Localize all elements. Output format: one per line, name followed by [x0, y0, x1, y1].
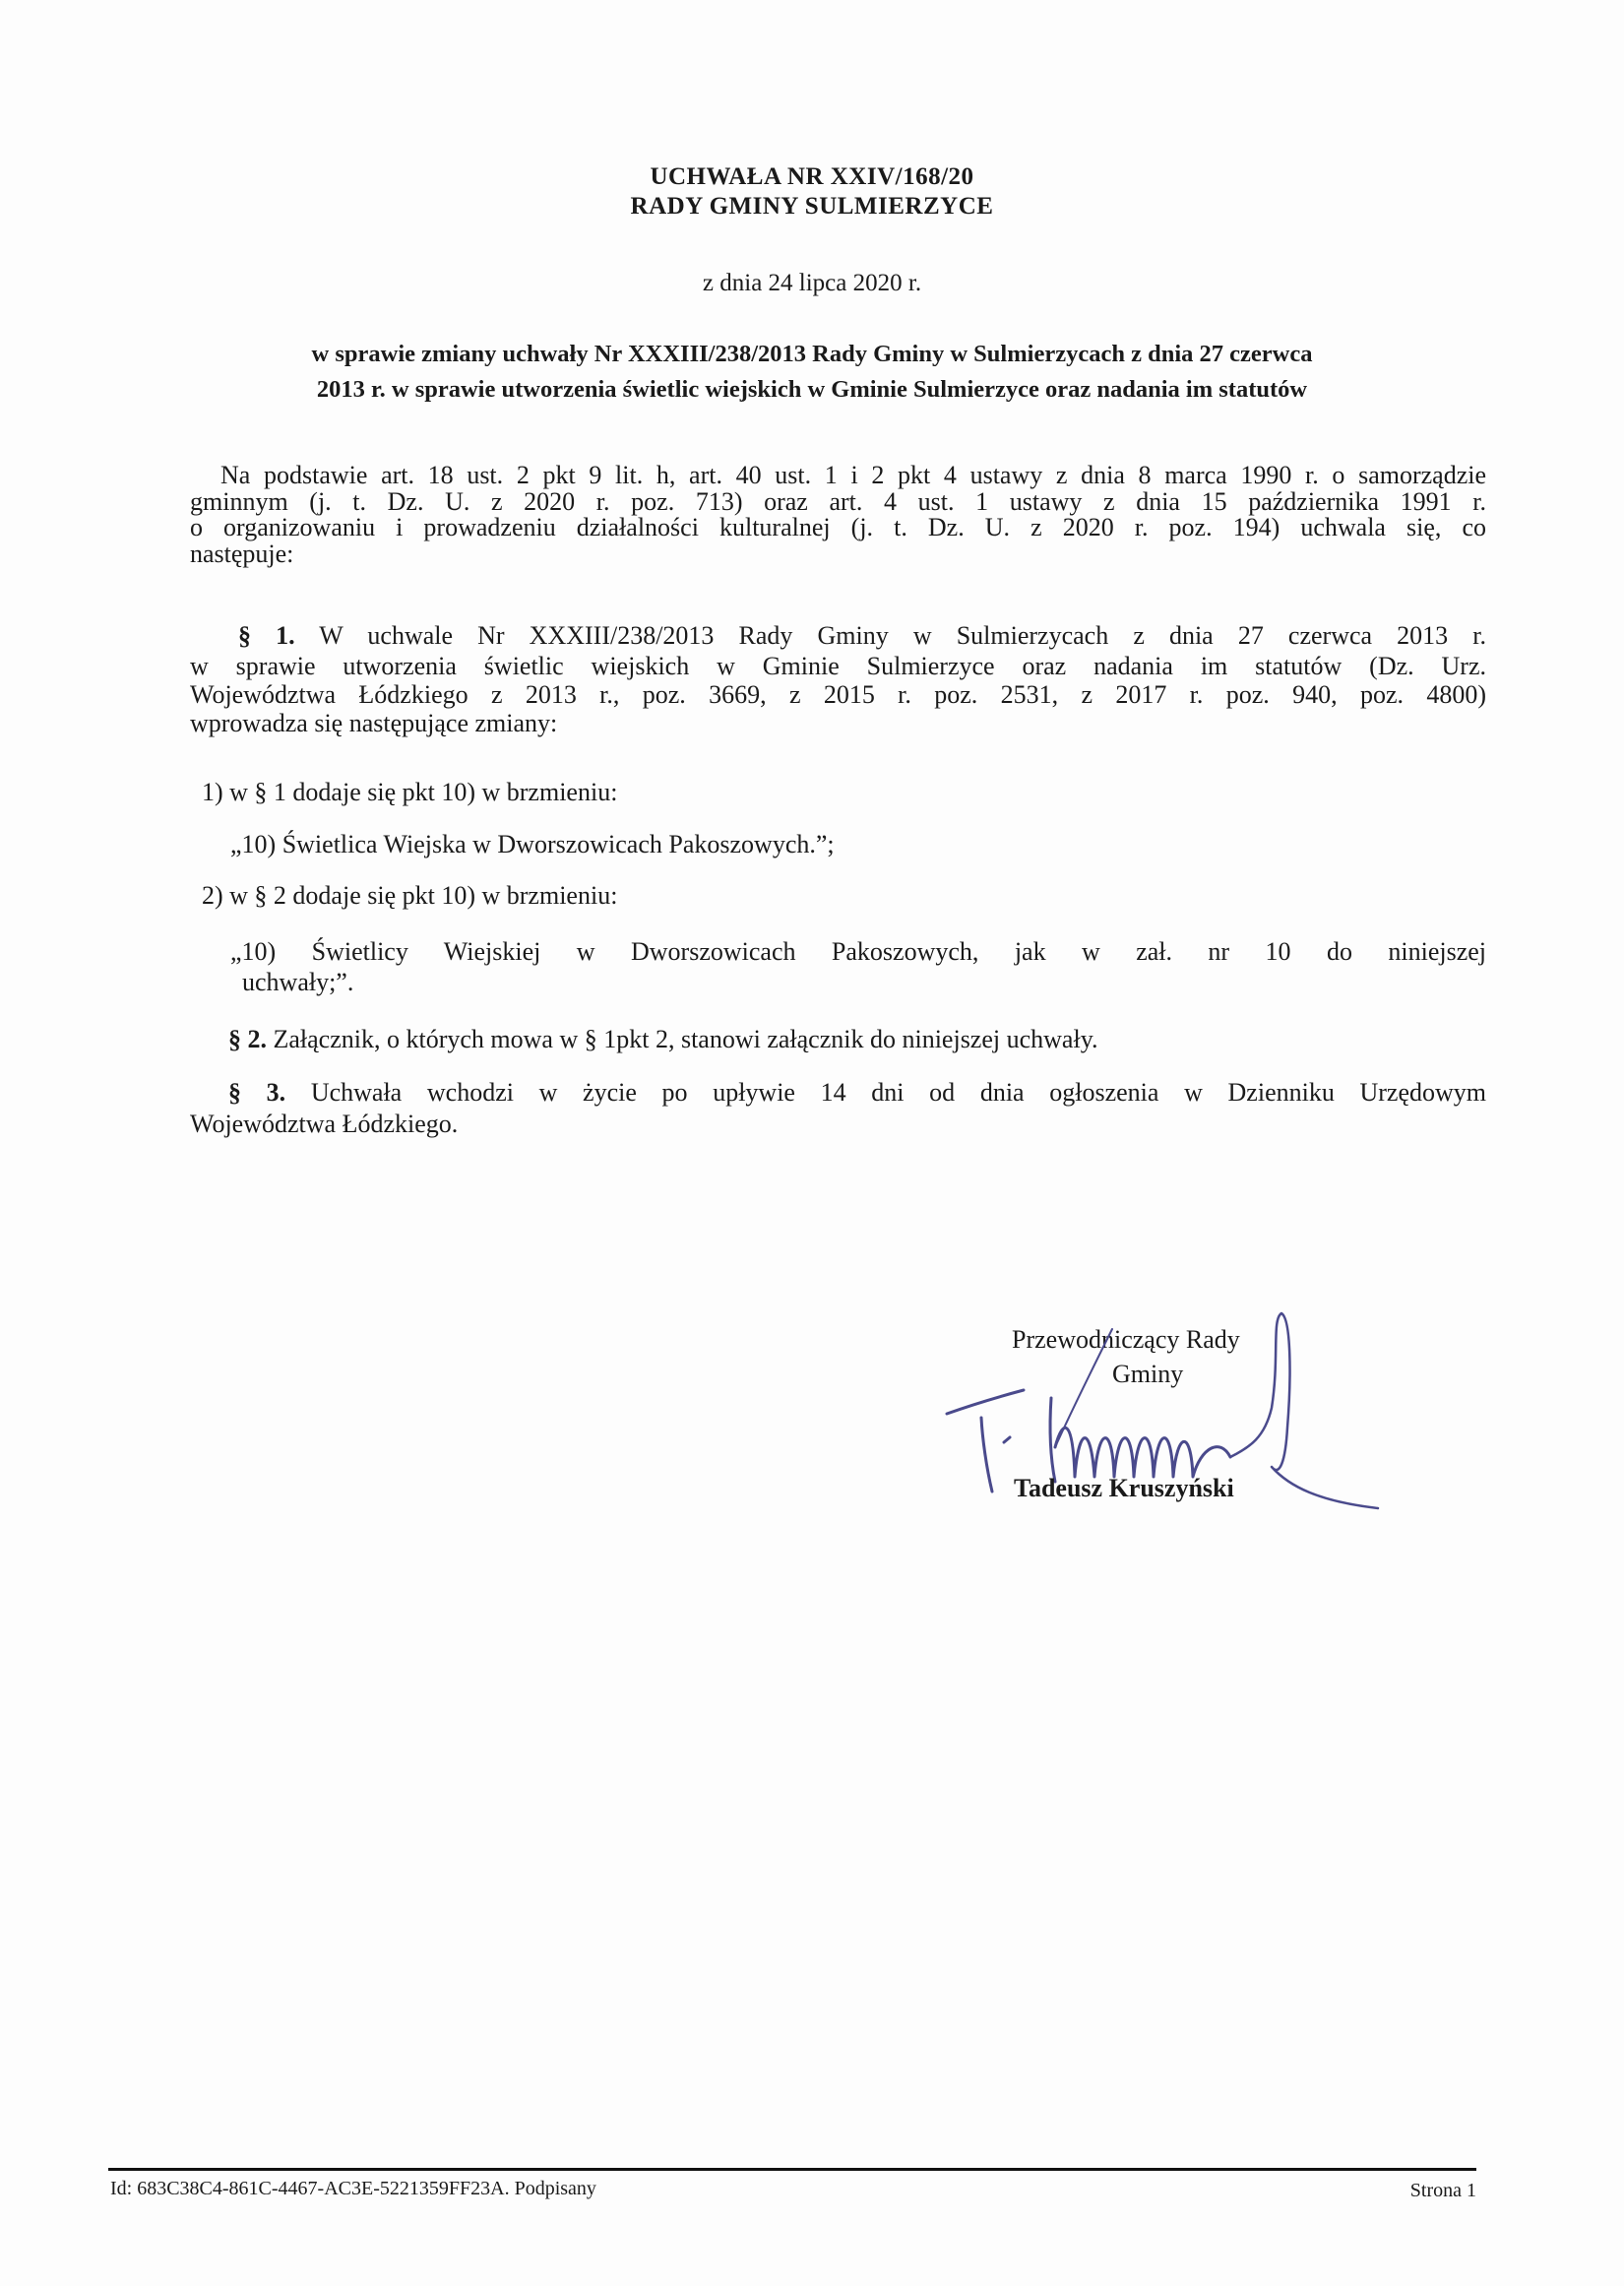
amendment-item-1: 1) w § 1 dodaje się pkt 10) w brzmieniu:: [202, 778, 618, 806]
signatory-name: Tadeusz Kruszyński: [1014, 1474, 1234, 1502]
subject-line-1: w sprawie zmiany uchwały Nr XXXIII/238/2013 Rady Gminy w Sulmierzycach z dnia 27 czerwca: [311, 341, 1313, 367]
signatory-role: Przewodniczący Rady: [1012, 1325, 1240, 1354]
amendment-item-2-quote: „10) Świetlicy Wiejskiej w Dworszowicach Pakoszowych, jak w zał. nr 10 do niniejszej: [230, 937, 1486, 966]
section-1-line: Województwa Łódzkiego z 2013 r., poz. 3669, z 2015 r. poz. 2531, z 2017 r. poz. 940, poz. 4800): [190, 680, 1486, 709]
section-3-text: Uchwała wchodzi w życie po upływie 14 dni od dnia ogłoszenia w Dzienniku Urzędowym: [285, 1078, 1486, 1107]
section-2: [228, 1025, 1098, 1054]
amendment-item-2-quote: uchwały;”.: [242, 968, 354, 996]
section-1-text: W uchwale Nr XXXIII/238/2013 Rady Gminy w Sulmierzycach z dnia 27 czerwca 2013 r.: [294, 621, 1486, 650]
council-name: RADY GMINY SULMIERZYCE: [630, 193, 994, 220]
section-3-sign: § 3.: [228, 1078, 286, 1107]
preamble-line: Na podstawie art. 18 ust. 2 pkt 9 lit. h, art. 40 ust. 1 i 2 pkt 4 ustawy z dnia 8 marca 1990 r. o samorządzie: [220, 461, 1486, 489]
resolution-date: z dnia 24 lipca 2020 r.: [702, 270, 922, 296]
signature-stroke: [981, 1418, 992, 1492]
preamble-line: o organizowaniu i prowadzeniu działalności kulturalnej (j. t. Dz. U. z 2020 r. poz. 194) uchwala się, co: [190, 513, 1486, 541]
signature-stroke: [1004, 1437, 1010, 1442]
footer-divider: [108, 2168, 1476, 2171]
document-id: Id: 683C38C4-861C-4467-AC3E-5221359FF23A. Podpisany: [110, 2178, 596, 2199]
amendment-item-2: 2) w § 2 dodaje się pkt 10) w brzmieniu:: [202, 881, 618, 910]
section-2-sign: § 2.: [228, 1025, 267, 1053]
section-1-line: [238, 621, 1486, 651]
section-3-line: Województwa Łódzkiego.: [190, 1110, 459, 1138]
signature-stroke: [1230, 1313, 1378, 1508]
subject-line-2: 2013 r. w sprawie utworzenia świetlic wiejskich w Gminie Sulmierzyce oraz nadania im statutów: [316, 376, 1308, 403]
section-2-text: Załącznik, o których mowa w § 1pkt 2, stanowi załącznik do niniejszej uchwały.: [267, 1025, 1098, 1053]
signature-stroke: [947, 1390, 1024, 1414]
resolution-title: UCHWAŁA NR XXIV/168/20: [650, 163, 974, 190]
section-1-sign: § 1.: [238, 621, 295, 650]
page-number: Strona 1: [1409, 2180, 1476, 2201]
signature-stroke: [1050, 1398, 1055, 1482]
section-1-line: w sprawie utworzenia świetlic wiejskich w Gminie Sulmierzyce oraz nadania im statutów (Dz. Urz.: [190, 652, 1486, 680]
preamble-line: następuje:: [190, 540, 294, 568]
signatory-role-cont: Gminy: [1112, 1360, 1184, 1388]
signature-stroke: [1055, 1428, 1230, 1477]
preamble-line: gminnym (j. t. Dz. U. z 2020 r. poz. 713) oraz art. 4 ust. 1 ustawy z dnia 15 października 1991 r.: [190, 487, 1486, 516]
section-1-line: wprowadza się następujące zmiany:: [190, 709, 558, 737]
amendment-item-1-quote: „10) Świetlica Wiejska w Dworszowicach Pakoszowych.”;: [230, 830, 835, 858]
section-3-line: [228, 1078, 1486, 1108]
